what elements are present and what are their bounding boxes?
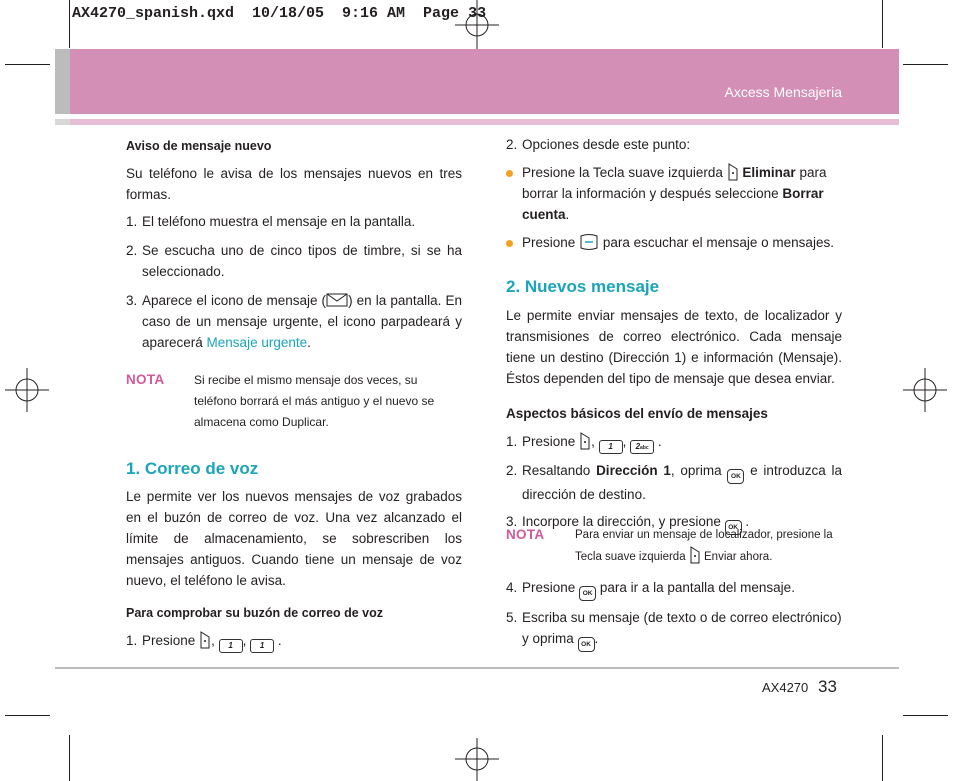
left-column-lower bbox=[126, 458, 462, 653]
list-item bbox=[126, 630, 462, 653]
list-item bbox=[126, 211, 462, 232]
item-text: Presione bbox=[142, 633, 196, 648]
item-text-end: . bbox=[307, 335, 311, 350]
correo-text: Le permite ver los nuevos mensajes de voz grabados en el buzón de correo de voz. Una vez alcanzado el límite de almacenamiento, se sobrescriben los mensajes antiguos. Cuando tiene un mensaje de voz nuevo, el teléfono le avisa. bbox=[126, 489, 462, 588]
list-item bbox=[506, 607, 842, 652]
ok-key-icon: OK bbox=[727, 469, 744, 484]
right-column bbox=[506, 134, 842, 535]
send-key-icon bbox=[579, 233, 599, 251]
bullet-text: para escuchar el mensaje o mensajes. bbox=[602, 235, 834, 250]
bullet-text: Presione la Tecla suave izquierda bbox=[522, 165, 723, 180]
comprobar-title: Para comprobar su buzón de correo de voz bbox=[126, 606, 384, 620]
aviso-title: Aviso de mensaje nuevo bbox=[126, 139, 272, 153]
file-slug: AX4270_spanish.qxd 10/18/05 9:16 AM Page 33 bbox=[72, 5, 487, 22]
ok-key-icon: OK bbox=[578, 637, 595, 652]
page-number: 33 bbox=[818, 677, 837, 696]
aspectos-title: Aspectos básicos del envío de mensajes bbox=[506, 406, 768, 421]
ok-key-icon: OK bbox=[725, 520, 742, 535]
item-text-end: . bbox=[745, 514, 750, 529]
crop-mark bbox=[903, 715, 948, 716]
item-text-end: . bbox=[277, 633, 282, 648]
section-title: Axcess Mensajeria bbox=[724, 84, 842, 100]
nota-text: Si recibe el mismo mensaje dos veces, su teléfono borrará el más antiguo y el nuevo se almacena como Duplicar. bbox=[194, 373, 435, 429]
eliminar-label: Eliminar bbox=[742, 165, 796, 180]
list-item bbox=[506, 460, 842, 505]
crop-mark bbox=[5, 715, 50, 716]
left-column bbox=[126, 134, 462, 353]
header-rule bbox=[55, 119, 899, 125]
crop-mark bbox=[903, 64, 948, 65]
comma: , bbox=[242, 633, 247, 648]
left-soft-key-icon bbox=[689, 546, 701, 564]
bullet-text: Presione bbox=[522, 235, 576, 250]
item-text: El teléfono muestra el mensaje en la pantalla. bbox=[142, 214, 416, 229]
nota-label: NOTA bbox=[126, 372, 165, 387]
bullet-text-end: . bbox=[565, 207, 570, 222]
item-number: 1. bbox=[506, 434, 518, 449]
registration-mark-bottom bbox=[455, 738, 499, 781]
item-text: ) en la pantalla. En caso de un mensaje urgente, el icono parpadeará y aparecerá bbox=[142, 293, 462, 350]
bullet-dot bbox=[506, 170, 513, 177]
borrar-cuenta-label: Borrar cuenta bbox=[522, 186, 824, 222]
item-text: Incorpore la dirección, y presione bbox=[522, 514, 721, 529]
item-number: 5. bbox=[506, 610, 518, 625]
bullet-text: para borrar la información y después seleccione bbox=[522, 165, 827, 201]
item-number: 2. bbox=[126, 243, 138, 258]
bullet-item bbox=[506, 232, 842, 253]
envelope-icon bbox=[326, 293, 348, 307]
bullet-dot bbox=[506, 240, 513, 247]
item-text: , oprima bbox=[670, 463, 722, 478]
key-1-icon: 1 bbox=[219, 639, 243, 653]
header-band bbox=[55, 49, 899, 114]
left-soft-key-icon bbox=[727, 163, 739, 181]
footer-rule bbox=[55, 667, 899, 669]
item-number: 2. bbox=[506, 463, 518, 478]
bullet-item bbox=[506, 162, 842, 225]
item-text-end: . bbox=[594, 631, 599, 646]
item-text: Se escucha uno de cinco tipos de timbre, si se ha seleccionado. bbox=[142, 243, 462, 279]
key-2-letters: abc bbox=[640, 445, 649, 451]
list-item bbox=[506, 431, 842, 454]
right-column-lower bbox=[506, 577, 842, 652]
item-number: 3. bbox=[506, 514, 518, 529]
item-text: Resaltando bbox=[522, 463, 597, 478]
key-2-icon bbox=[630, 440, 654, 454]
registration-mark-right bbox=[903, 368, 947, 412]
item-text: Opciones desde este punto: bbox=[522, 137, 691, 152]
item-text: para ir a la pantalla del mensaje. bbox=[599, 580, 795, 595]
nota-label: NOTA bbox=[506, 527, 545, 542]
nota-text-part: Para enviar un mensaje de localizador, presione la Tecla suave izquierda bbox=[575, 529, 833, 563]
item-number: 3. bbox=[126, 293, 138, 308]
key-2-digit: 2 bbox=[635, 442, 641, 451]
comma: , bbox=[591, 434, 595, 449]
item-text: Presione bbox=[522, 580, 576, 595]
crop-mark bbox=[882, 0, 883, 48]
key-1-icon: 1 bbox=[599, 440, 623, 454]
header-gray-tab bbox=[55, 49, 70, 114]
list-item bbox=[126, 240, 462, 282]
crop-mark bbox=[69, 0, 70, 48]
nota-text-part: Enviar ahora. bbox=[704, 551, 773, 563]
list-item bbox=[506, 134, 842, 155]
left-soft-key-icon bbox=[579, 432, 591, 450]
key-1-icon: 1 bbox=[250, 639, 274, 653]
item-number: 4. bbox=[506, 580, 518, 595]
correo-heading: 1. Correo de voz bbox=[126, 459, 259, 478]
item-text: e introduzca la dirección de destino. bbox=[522, 463, 842, 502]
nuevos-heading: 2. Nuevos mensaje bbox=[506, 277, 660, 296]
crop-mark bbox=[5, 64, 50, 65]
ok-key-icon: OK bbox=[579, 586, 596, 601]
item-text: Aparece el icono de mensaje ( bbox=[142, 293, 327, 308]
comma: , bbox=[622, 434, 627, 449]
header-rule-gray bbox=[55, 119, 70, 125]
nuevos-text: Le permite enviar mensajes de texto, de localizador y transmisiones de correo electrónico. Cada mensaje tiene un destino (Dirección 1) e información (Mensaje). Éstos dependen del tipo de mensaje que desea enviar. bbox=[506, 308, 842, 386]
mensaje-urgente-link: Mensaje urgente bbox=[206, 335, 308, 350]
crop-mark bbox=[69, 735, 70, 781]
item-text-end: . bbox=[657, 434, 662, 449]
left-soft-key-icon bbox=[199, 631, 211, 649]
item-number: 1. bbox=[126, 214, 138, 229]
item-number: 2. bbox=[506, 137, 518, 152]
crop-mark bbox=[882, 735, 883, 781]
nota-text bbox=[575, 525, 843, 568]
item-text: Escriba su mensaje (de texto o de correo electrónico) y oprima bbox=[522, 610, 842, 646]
aviso-intro: Su teléfono le avisa de los mensajes nuevos en tres formas. bbox=[126, 166, 462, 202]
item-text: Presione bbox=[522, 434, 576, 449]
item-number: 1. bbox=[126, 633, 138, 648]
list-item bbox=[126, 290, 462, 353]
list-item bbox=[506, 577, 842, 601]
footer-model: AX4270 bbox=[762, 680, 809, 695]
registration-mark-left bbox=[5, 368, 49, 412]
comma: , bbox=[211, 633, 215, 648]
direccion-label: Dirección 1 bbox=[596, 463, 671, 478]
